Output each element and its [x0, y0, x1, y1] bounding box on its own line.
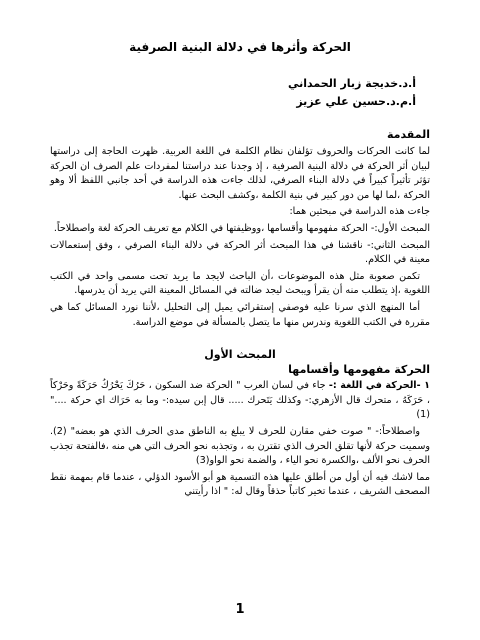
- chapter-subheading: الحركة مفهومها وأقسامها: [288, 363, 430, 377]
- body-paragraph: مما لاشك فيه أن أول من أطلق عليها هذه التسمية هو أبو الأسود الدؤلي ، عندما قام بمهمة نقط المصحف الشريف ، عندما تخير كاتباً حذقاً وقال له: " اذا رأيتني: [50, 471, 430, 498]
- chapter-heading: المبحث الأول: [204, 348, 276, 362]
- paper-page: [50, 40, 430, 502]
- author-name: أ.د.خديجة زبار الحمداني: [288, 77, 416, 90]
- intro-paragraph: أما المنهج الذي سرنا عليه فوصفي إستقرائي يميل إلى التحليل ،لأننا نورد المسائل كما هي مقررة في الكتب اللغوية وندرس منها ما يتصل بالمسألة في موضع الدراسة.: [50, 301, 430, 328]
- section-heading-introduction: المقدمة: [386, 128, 430, 141]
- intro-paragraph: جاءت هذه الدراسة في مبحثين هما:: [289, 206, 430, 218]
- body-paragraph: [50, 379, 430, 423]
- page-number: 1: [235, 602, 245, 617]
- definition-text: جاء في لسان العرب " الحركة ضد السكون ، حَرُكَ يَحْرُكُ حَرَكَةً وحَرْكاً ، حَرَكَهُ ، متحرك قال الأزهري:- وكذلك يَتَحرك ..... قال إبن سيده:- وما به حَرَاك اي حركة ...."(1): [50, 380, 430, 421]
- intro-paragraph: المبحث الثاني:- ناقشنا في هذا المبحث أثر الحركة في دلالة البناء الصرفي ، وفق إستعمالات معينة في الكلام.: [50, 239, 430, 266]
- author-block: [50, 76, 430, 110]
- intro-paragraph: المبحث الأول:- الحركة مفهومها وأقسامها ،ووظيفتها في الكلام مع تعريف الحركة لغة واصطلاحاً.: [53, 222, 430, 234]
- definition-lead: ١ -الحركة في اللغة :-: [328, 380, 431, 392]
- body-paragraph: واصطلاحاً:- " صوت خفي مقارن للحرف لا يبلغ به الناطق مدى الحرف الذي هو بعضه" (2). وسميت حركة لأنها تقلق الحرف الذي تقترن به ، وتجذبه نحو الحرف التي هي منه ،فالفتحة تجذب الحرف نحو الألف ،والكسرة نحو الياء ، والضمة نحو الواو(3): [50, 425, 430, 467]
- intro-paragraph: تكمن صعوبة مثل هذه الموضوعات ،أن الباحث لايجد ما يريد تحت مسمى واحد في الكتب اللغوية ،إذ يتطلب منه أن يقرأ ويبحث ليجد ضالته في المسائل المعينة التي يريد أن يدرسها.: [50, 270, 430, 297]
- intro-paragraph: لما كانت الحركات والحروف تؤلفان نظام الكلمة في اللغة العربية. ظهرت الحاجة إلى دراستها لبيان أثر الحركة في دلالة البنية الصرفية ، إذ وجدنا عند دراستنا لمفردات علم الصرف ان الحركة تؤثر تأثيراً كبيراً في دلالة البناء الصرفي، لذلك جاءت هذه الدراسة في أحد جانبي اللفظ ألا وهو الحركة ،لما لها من دور كبير في بنية الكلمة ،وكشف البحث عنها.: [50, 146, 430, 201]
- author-name: أ.م.د.حسين علي عزيز: [296, 95, 416, 108]
- paper-title: الحركة وأثرها في دلالة البنية الصرفية: [129, 40, 351, 54]
